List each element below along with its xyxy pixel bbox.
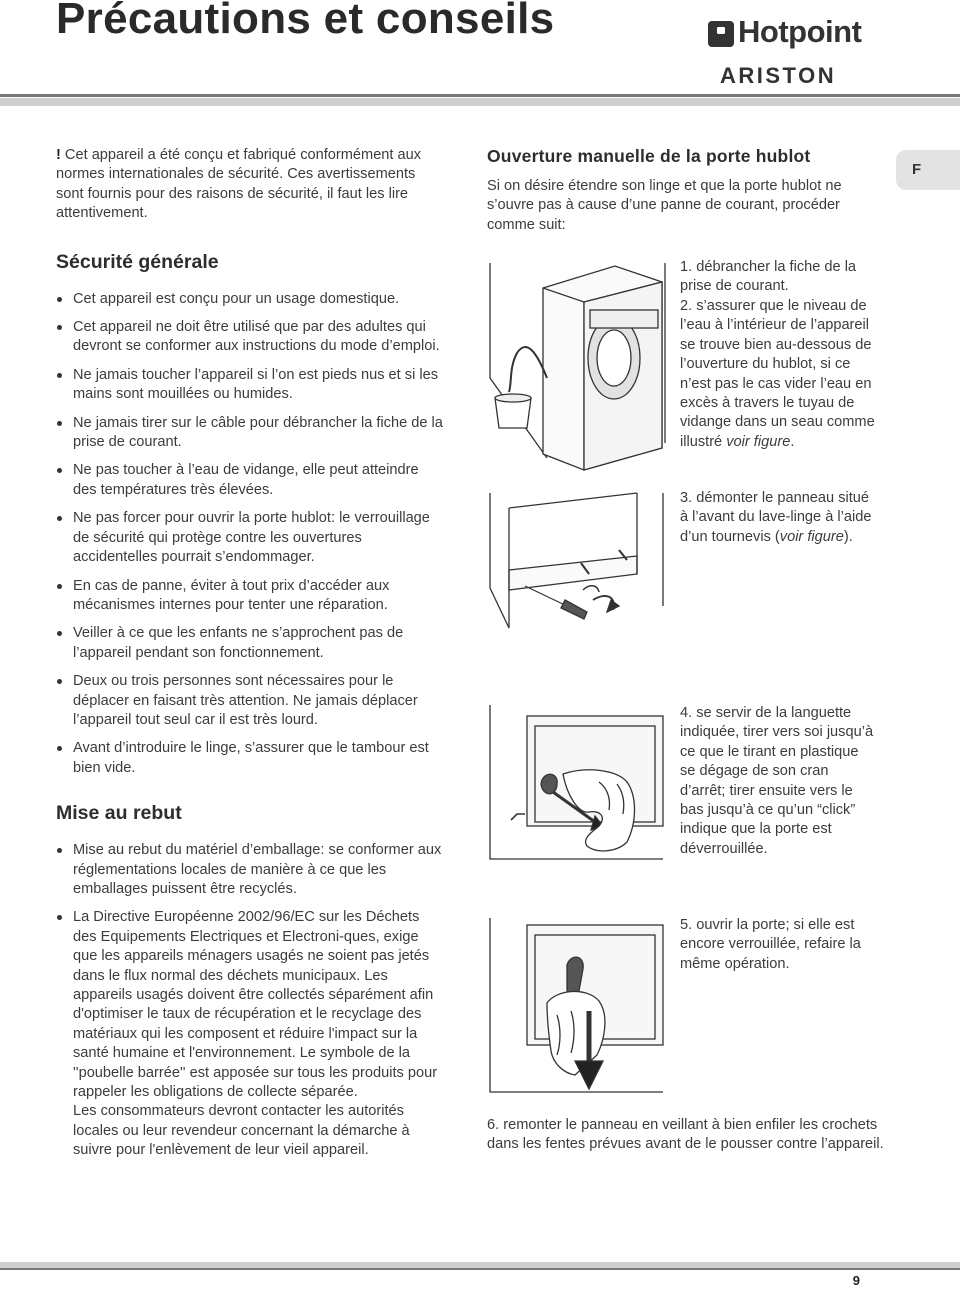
list-item: Cet appareil ne doit être utilisé que par des adultes qui devront se conformer aux instructions du mode d’emploi.	[56, 318, 446, 357]
step-6: 6. remonter le panneau en veillant à bien enfiler les crochets dans les fentes prévues avant de le pousser contre l’appareil.	[487, 1117, 884, 1153]
footer-rule	[0, 1268, 960, 1270]
weee-text: La Directive Européenne 2002/96/EC sur les Déchets des Equipements Electriques et Electroni-ques, exige que les appareils ménagers usagés ne soient pas jetés dans le flux normal des déchets municipaux. Les appareils usagés doivent être collectés séparément afin d'optimiser le taux de récupération et le recyclage des matériaux qui les composent et réduire l'impact sur la santé humaine et l'environnement. Le symbole de la ''poubelle barrée'' est apposée sur tous les produits pour rappeler les obligations de collecte séparée.	[73, 909, 438, 1101]
step-3	[680, 489, 875, 547]
step-2-text: 2. s’assurer que le niveau de l’eau à l’intérieur de l’appareil se trouve bien au-dessous de l’ouverture du hublot, si ce n’est pas le cas vider l’eau en excès à travers le tuyau de vidange dans un seau comme illustré	[680, 298, 875, 450]
list-item: Veiller à ce que les enfants ne s’approchent pas de l’appareil pendant son fonctionnement.	[56, 624, 446, 663]
left-column	[56, 146, 446, 1170]
header-rule	[0, 94, 960, 97]
pull-tab-illustration	[487, 702, 667, 862]
mise-list	[56, 841, 446, 1161]
list-item: Mise au rebut du matériel d’emballage: se conformer aux réglementations locales de manière à ce que les emballages puissent être recyclés.	[56, 841, 446, 899]
step-2	[680, 297, 880, 452]
list-item: Deux ou trois personnes sont nécessaires pour le déplacer en faisant très attention. Ne jamais déplacer l’appareil tout seul car il est très lourd.	[56, 672, 446, 730]
list-item: Ne pas toucher à l’eau de vidange, elle peut atteindre des températures très élevées.	[56, 461, 446, 500]
weee-contact-text: Les consommateurs devront contacter les autorités locales ou leur revendeur concernant la démarche à suivre pour l'enlèvement de leur vieil appareil.	[73, 1103, 410, 1159]
list-item	[56, 908, 446, 1160]
safety-intro-text: Cet appareil a été conçu et fabriqué conformément aux normes internationales de sécurité. Ces avertissements sont fournis pour des raisons de sécurité, il faut les lire attentivement.	[56, 147, 422, 222]
step-2-end: .	[790, 433, 795, 450]
step-5: 5. ouvrir la porte; si elle est encore verrouillée, refaire la même opération.	[680, 917, 861, 972]
step-3-end: ).	[843, 528, 853, 545]
securite-list	[56, 290, 446, 779]
step-4: 4. se servir de la languette indiquée, tirer vers soi jusqu’à ce que le tirant en plastique se dégage de son cran d’arrêt; tirer ensuite vers le bas jusqu’à ce qu’un “click” indique que la porte est déverrouillée.	[680, 705, 874, 857]
page-number: 9	[852, 1273, 860, 1288]
page-title: Précautions et conseils	[56, 0, 555, 43]
step-1: 1. débrancher la fiche de la prise de courant.	[680, 259, 857, 295]
list-item: Ne pas forcer pour ouvrir la porte hublot: le verrouillage de sécurité qui protège contre les ouvertures accidentelles pourrait s’endommager.	[56, 509, 446, 567]
list-item: Ne jamais tirer sur le câble pour débrancher la fiche de la prise de courant.	[56, 414, 446, 453]
brand-name: Hotpoint	[738, 14, 862, 49]
panel-screwdriver-illustration	[487, 488, 667, 631]
list-item: Ne jamais toucher l’appareil si l’on est pieds nus et si les mains sont mouillées ou humides.	[56, 366, 446, 405]
page-header	[0, 0, 960, 104]
step-3-figure-ref: voir figure	[779, 528, 844, 545]
hotpoint-logo-icon	[708, 21, 734, 47]
list-item: Avant d’introduire le linge, s’assurer que le tambour est bien vide.	[56, 739, 446, 778]
header-band	[0, 98, 960, 106]
language-tab: F	[896, 150, 960, 190]
warning-mark: !	[56, 147, 61, 163]
drain-bucket-illustration	[487, 258, 667, 473]
right-column	[487, 146, 887, 235]
safety-intro	[56, 146, 446, 224]
step-2-figure-ref: voir figure	[726, 433, 791, 450]
pull-down-illustration	[487, 915, 667, 1095]
heading-mise-au-rebut: Mise au rebut	[56, 802, 182, 825]
ouverture-intro: Si on désire étendre son linge et que la porte hublot ne s’ouvre pas à cause d’une panne de courant, procéder comme suit:	[487, 178, 842, 233]
step-3-text: 3. démonter le panneau situé à l’avant du lave-linge à l’aide d’un tournevis (	[680, 490, 872, 545]
list-item: Cet appareil est conçu pour un usage domestique.	[56, 290, 446, 309]
list-item: En cas de panne, éviter à tout prix d’accéder aux mécanismes internes pour tenter une réparation.	[56, 577, 446, 616]
heading-ouverture: Ouverture manuelle de la porte hublot	[487, 146, 811, 166]
brand-subname: ARISTON	[720, 63, 837, 88]
heading-securite: Sécurité générale	[56, 250, 219, 273]
brand-logo	[706, 14, 876, 90]
